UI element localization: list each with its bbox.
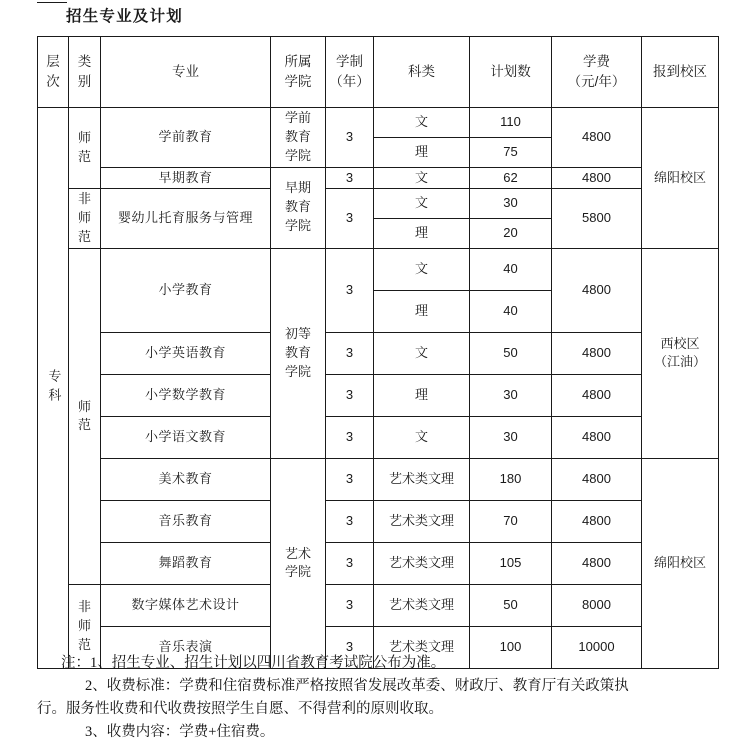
cell-years: 3 (326, 374, 374, 416)
cell-plan-180: 180 (470, 458, 552, 500)
cell-major-preschool-education: 学前教育 (101, 108, 271, 168)
school-line-3: 学院 (284, 147, 311, 163)
cell-subject-li: 理 (374, 290, 470, 332)
table-row (38, 542, 719, 584)
cell-campus-mianyang-2: 绵阳校区 (642, 458, 719, 668)
column-header-years-line1: 学制 (336, 54, 363, 70)
cell-tuition-4800: 4800 (552, 332, 642, 374)
column-header-subject-category: 科类 (374, 37, 470, 108)
cell-major-early-education: 早期教育 (101, 167, 271, 189)
column-header-plan-count: 计划数 (470, 37, 552, 108)
table-row (38, 189, 719, 219)
cell-subject-li: 理 (374, 374, 470, 416)
cell-major-music-education: 音乐教育 (101, 500, 271, 542)
note-line-4: 3、收费内容：学费+住宿费。 (85, 723, 275, 740)
cell-plan-50: 50 (470, 584, 552, 626)
top-rule-decoration (37, 2, 67, 3)
cell-subject-wen: 文 (374, 332, 470, 374)
table-row (38, 416, 719, 458)
campus-line-2: （江油） (653, 354, 706, 370)
cell-major-primary-chinese: 小学语文教育 (101, 416, 271, 458)
cell-plan-105: 105 (470, 542, 552, 584)
column-header-campus: 报到校区 (642, 37, 719, 108)
column-header-level (38, 37, 69, 108)
category-char-3: 范 (77, 636, 91, 652)
cell-category-shifan-1 (69, 108, 101, 189)
cell-subject-wen: 文 (374, 108, 470, 138)
cell-years: 3 (326, 500, 374, 542)
category-char-1: 师 (77, 398, 91, 414)
cell-plan-40: 40 (470, 290, 552, 332)
cell-subject-art: 艺术类文理 (374, 584, 470, 626)
column-header-years (326, 37, 374, 108)
table-row (38, 332, 719, 374)
cell-plan-40: 40 (470, 248, 552, 290)
school-line-2: 学院 (284, 564, 311, 580)
note-line-1: 注：1、招生专业、招生计划以四川省教育考试院公布为准。 (61, 655, 446, 671)
page-title: 招生专业及计划 (66, 8, 183, 25)
cell-years: 3 (326, 584, 374, 626)
cell-tuition-4800: 4800 (552, 374, 642, 416)
cell-campus-mianyang-1: 绵阳校区 (642, 108, 719, 249)
column-header-level-line1: 层 (46, 54, 60, 70)
cell-tuition-4800: 4800 (552, 248, 642, 332)
notes-block (37, 652, 737, 744)
school-line-3: 学院 (284, 363, 311, 379)
cell-major-fine-arts-education: 美术教育 (101, 458, 271, 500)
table-row (38, 374, 719, 416)
column-header-tuition (552, 37, 642, 108)
school-line-1: 初等 (284, 326, 311, 342)
column-header-school-line2: 学院 (284, 74, 312, 89)
table-row (38, 584, 719, 626)
note-line-3: 行。服务性收费和代收费按照学生自愿、不得营利的原则收取。 (37, 700, 443, 717)
table-row (38, 458, 719, 500)
cell-plan-75: 75 (470, 137, 552, 167)
cell-category-shifan-2 (69, 248, 101, 584)
column-header-years-line2: （年） (329, 74, 370, 89)
school-line-1: 学前 (284, 110, 311, 125)
table-header-row (38, 37, 719, 108)
cell-subject-wen: 文 (374, 416, 470, 458)
column-header-category-line1: 类 (77, 54, 92, 70)
cell-plan-50: 50 (470, 332, 552, 374)
cell-major-primary-math: 小学数学教育 (101, 374, 271, 416)
cell-years: 3 (326, 108, 374, 168)
cell-years: 3 (326, 167, 374, 189)
category-char-2: 师 (77, 210, 91, 226)
cell-major-infant-care: 婴幼儿托育服务与管理 (101, 189, 271, 249)
cell-school-preschool-college (271, 108, 326, 168)
cell-major-primary-english: 小学英语教育 (101, 332, 271, 374)
cell-years: 3 (326, 626, 374, 668)
cell-level-zhuanke (38, 108, 69, 669)
column-header-school-line1: 所属 (284, 54, 312, 70)
category-char-2: 范 (77, 417, 91, 433)
cell-years: 3 (326, 189, 374, 249)
admissions-plan-table (37, 36, 719, 669)
cell-years: 3 (326, 332, 374, 374)
category-char-1: 非 (77, 191, 91, 207)
cell-years: 3 (326, 416, 374, 458)
table-row (38, 167, 719, 189)
cell-subject-wen: 文 (374, 167, 470, 189)
cell-tuition-4800: 4800 (552, 108, 642, 168)
school-line-2: 教育 (284, 199, 311, 215)
column-header-level-line2: 次 (46, 74, 60, 89)
table-row (38, 500, 719, 542)
cell-plan-62: 62 (470, 167, 552, 189)
cell-plan-30: 30 (470, 416, 552, 458)
column-header-tuition-line1: 学费 (583, 54, 610, 70)
cell-subject-art: 艺术类文理 (374, 626, 470, 668)
category-char-3: 范 (77, 229, 91, 245)
cell-tuition-5800: 5800 (552, 189, 642, 249)
campus-line-1: 西校区 (660, 335, 700, 351)
cell-plan-110: 110 (470, 108, 552, 138)
school-line-1: 早期 (284, 180, 311, 196)
table-row (38, 248, 719, 290)
column-header-tuition-line2: （元/年） (567, 74, 626, 89)
cell-tuition-4800: 4800 (552, 416, 642, 458)
cell-years: 3 (326, 542, 374, 584)
column-header-category (69, 37, 101, 108)
cell-school-early-education-college (271, 167, 326, 248)
cell-plan-30: 30 (470, 374, 552, 416)
category-char-1: 非 (77, 599, 91, 615)
cell-plan-20: 20 (470, 219, 552, 249)
cell-subject-art: 艺术类文理 (374, 542, 470, 584)
cell-tuition-4800: 4800 (552, 542, 642, 584)
cell-tuition-4800: 4800 (552, 458, 642, 500)
cell-subject-li: 理 (374, 219, 470, 249)
cell-plan-100: 100 (470, 626, 552, 668)
column-header-school (271, 37, 326, 108)
level-char-1: 专科 (46, 368, 62, 407)
cell-tuition-10000: 10000 (552, 626, 642, 668)
cell-subject-wen: 文 (374, 189, 470, 219)
cell-subject-li: 理 (374, 137, 470, 167)
cell-tuition-8000: 8000 (552, 584, 642, 626)
cell-years: 3 (326, 458, 374, 500)
cell-subject-art: 艺术类文理 (374, 500, 470, 542)
cell-tuition-4800: 4800 (552, 167, 642, 189)
category-char-1: 师 (77, 130, 91, 146)
cell-category-feishifan-1 (69, 189, 101, 249)
cell-major-digital-media-art-design: 数字媒体艺术设计 (101, 584, 271, 626)
cell-major-music-performance: 音乐表演 (101, 626, 271, 668)
category-char-2: 范 (77, 149, 91, 165)
cell-plan-70: 70 (470, 500, 552, 542)
cell-major-primary-education: 小学教育 (101, 248, 271, 332)
cell-tuition-4800: 4800 (552, 500, 642, 542)
note-line-2: 2、收费标准：学费和住宿费标准严格按照省发展改革委、财政厅、教育厅有关政策执 (85, 677, 629, 694)
column-header-major: 专业 (101, 37, 271, 108)
admissions-plan-table-wrapper (37, 36, 718, 669)
column-header-category-line2: 别 (77, 74, 92, 89)
cell-school-primary-college (271, 248, 326, 458)
school-line-1: 艺术 (284, 545, 311, 561)
cell-plan-30: 30 (470, 189, 552, 219)
cell-subject-wen: 文 (374, 248, 470, 290)
category-char-2: 师 (77, 617, 91, 633)
school-line-2: 教育 (284, 128, 311, 144)
school-line-3: 学院 (284, 218, 311, 234)
cell-years: 3 (326, 248, 374, 332)
table-row (38, 108, 719, 138)
cell-campus-west-jiangyou (642, 248, 719, 458)
school-line-2: 教育 (284, 344, 311, 360)
cell-major-dance-education: 舞蹈教育 (101, 542, 271, 584)
cell-subject-art: 艺术类文理 (374, 458, 470, 500)
cell-school-arts-college (271, 458, 326, 668)
